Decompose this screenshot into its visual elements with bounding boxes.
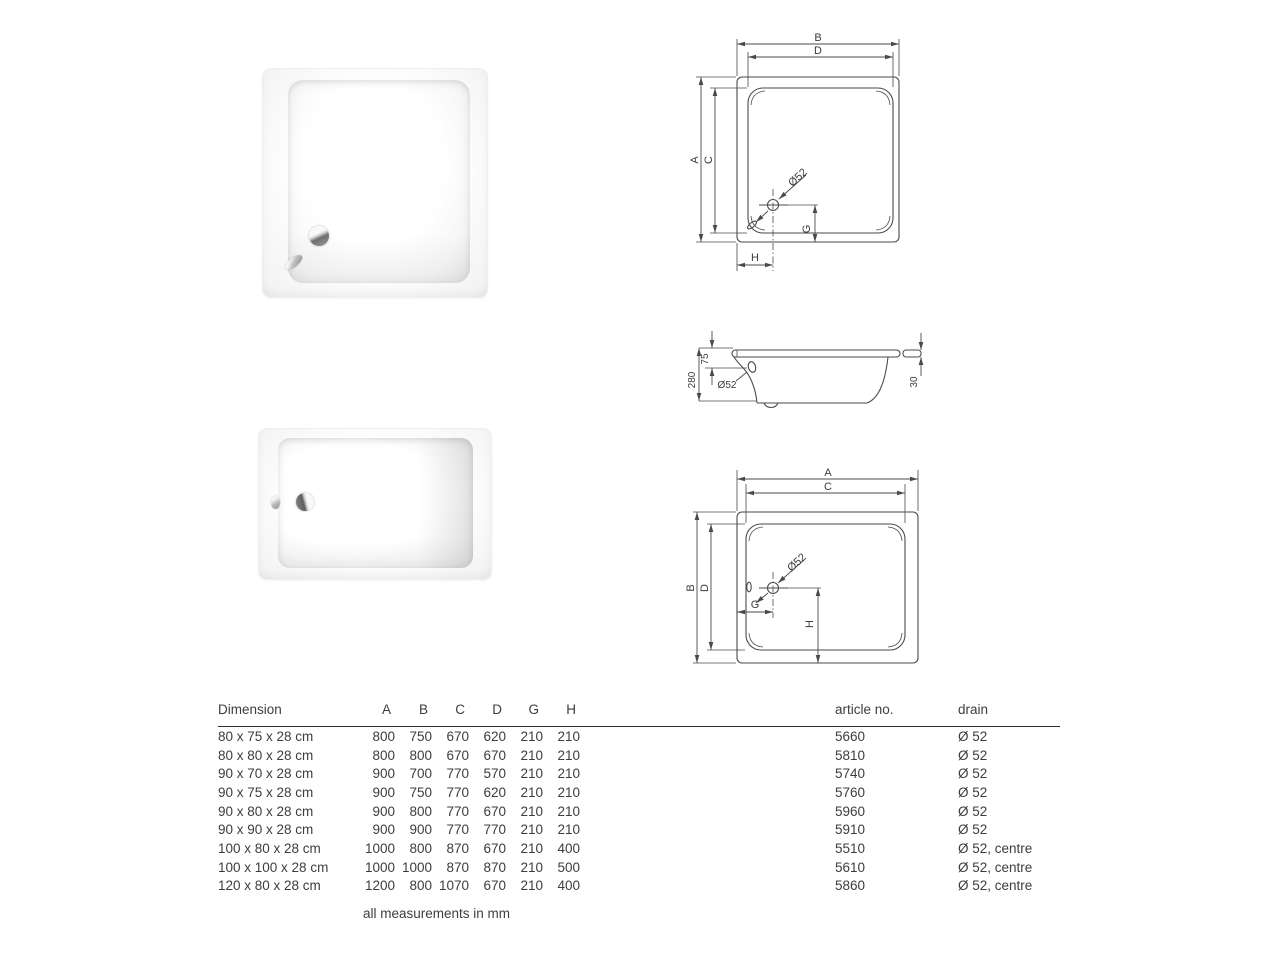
value-cell: 620 xyxy=(483,728,506,744)
value-cell: 800 xyxy=(372,747,395,763)
value-cell xyxy=(580,820,835,839)
value-cell: 570 xyxy=(483,766,506,782)
value-cell: 670 xyxy=(483,803,506,819)
rim-profile xyxy=(732,350,900,357)
dim-label-d: D xyxy=(699,584,711,592)
value-cell: 210 xyxy=(557,747,580,763)
dim-label-c: C xyxy=(703,156,715,164)
header-c: C xyxy=(432,702,469,727)
square-tray-basin xyxy=(288,80,470,283)
rect-tray-top-view-drawing xyxy=(684,452,946,684)
article-no-cell: 5610 xyxy=(835,859,866,875)
header-a: A xyxy=(358,702,395,727)
header-article-no: article no. xyxy=(835,702,958,727)
dimension-cell: 80 x 75 x 28 cm xyxy=(218,728,314,744)
article-no-cell: 5760 xyxy=(835,784,866,800)
article-no-cell: 5910 xyxy=(835,822,866,838)
value-cell: 210 xyxy=(520,878,543,894)
basin-corner-arcs xyxy=(749,527,902,647)
header-g: G xyxy=(506,702,543,727)
value-cell: 800 xyxy=(409,747,432,763)
article-no-cell: 5860 xyxy=(835,878,866,894)
drain-cell: Ø 52 xyxy=(958,803,988,819)
value-cell: 210 xyxy=(557,784,580,800)
header-dimension: Dimension xyxy=(218,702,358,727)
dim-label-c: C xyxy=(824,481,832,493)
value-cell: 210 xyxy=(557,766,580,782)
square-tray-drain xyxy=(309,226,329,246)
value-cell: 750 xyxy=(409,728,432,744)
article-no-cell: 5740 xyxy=(835,766,866,782)
rect-inner-basin-outline xyxy=(746,524,905,650)
value-cell: 670 xyxy=(483,878,506,894)
drain-cell: Ø 52, centre xyxy=(958,840,1033,856)
value-cell: 210 xyxy=(520,747,543,763)
basin-corner-arcs xyxy=(751,91,890,230)
table-row xyxy=(218,802,1060,821)
drain-diameter-label: Ø52 xyxy=(786,166,810,190)
dim-label-b: B xyxy=(685,584,697,592)
table-row xyxy=(218,764,1060,783)
square-tray-photo xyxy=(262,68,488,298)
right-wall-profile xyxy=(867,357,888,403)
value-cell: 210 xyxy=(520,822,543,838)
rect-tray-photo xyxy=(258,428,492,580)
table-header-row xyxy=(218,702,1060,727)
value-cell: 1000 xyxy=(364,859,395,875)
value-cell: 900 xyxy=(372,784,395,800)
dimension-cell: 90 x 70 x 28 cm xyxy=(218,766,314,782)
rect-outer-rim-outline xyxy=(737,512,918,663)
square-inner-basin-outline xyxy=(748,88,893,233)
value-cell: 1070 xyxy=(438,878,469,894)
value-cell: 870 xyxy=(446,859,469,875)
rect-tray-drain xyxy=(296,493,314,511)
value-cell: 670 xyxy=(446,728,469,744)
value-cell: 670 xyxy=(483,840,506,856)
square-tray-top-view-drawing xyxy=(688,28,940,280)
value-cell: 770 xyxy=(446,784,469,800)
value-cell: 500 xyxy=(557,859,580,875)
value-cell: 770 xyxy=(483,822,506,838)
value-cell: 400 xyxy=(557,840,580,856)
header-d: D xyxy=(469,702,506,727)
value-cell: 210 xyxy=(520,766,543,782)
drain-diameter-label: Ø52 xyxy=(785,551,809,575)
value-cell xyxy=(580,746,835,765)
dim-label-a: A xyxy=(689,156,701,164)
value-cell: 620 xyxy=(483,784,506,800)
table-body xyxy=(218,727,1060,896)
dim-label-h: H xyxy=(804,620,816,628)
article-no-cell: 5510 xyxy=(835,840,866,856)
value-cell xyxy=(580,783,835,802)
header-drain: drain xyxy=(958,702,1060,727)
article-no-cell: 5960 xyxy=(835,803,866,819)
value-cell: 750 xyxy=(409,784,432,800)
header-h: H xyxy=(543,702,580,727)
dimension-cell: 100 x 100 x 28 cm xyxy=(218,859,329,875)
rect-tray-overflow xyxy=(271,496,280,509)
drain-outlet-profile xyxy=(764,403,778,408)
value-cell: 900 xyxy=(372,803,395,819)
dim-label-75: 75 xyxy=(700,353,711,365)
drain-cell: Ø 52 xyxy=(958,822,988,838)
value-cell: 770 xyxy=(446,822,469,838)
dimension-cell: 120 x 80 x 28 cm xyxy=(218,878,321,894)
drain-cell: Ø 52 xyxy=(958,766,988,782)
drain-diameter-side-label: Ø52 xyxy=(717,380,737,391)
value-cell xyxy=(580,764,835,783)
drain-cell: Ø 52 xyxy=(958,747,988,763)
value-cell: 700 xyxy=(409,766,432,782)
dim-label-280: 280 xyxy=(687,371,698,389)
value-cell xyxy=(580,877,835,896)
dimension-cell: 90 x 90 x 28 cm xyxy=(218,822,314,838)
value-cell: 800 xyxy=(409,803,432,819)
table-row xyxy=(218,858,1060,877)
value-cell: 1200 xyxy=(364,878,395,894)
value-cell: 210 xyxy=(520,840,543,856)
drain-cell: Ø 52 xyxy=(958,728,988,744)
dimension-cell: 100 x 80 x 28 cm xyxy=(218,840,321,856)
drain-cell: Ø 52, centre xyxy=(958,878,1033,894)
value-cell: 670 xyxy=(483,747,506,763)
header-b: B xyxy=(395,702,432,727)
value-cell: 210 xyxy=(520,803,543,819)
value-cell: 800 xyxy=(372,728,395,744)
value-cell: 1000 xyxy=(401,859,432,875)
value-cell: 210 xyxy=(520,859,543,875)
article-no-cell: 5810 xyxy=(835,747,866,763)
table-row xyxy=(218,877,1060,896)
dim-label-30: 30 xyxy=(909,376,920,388)
drain-cell: Ø 52, centre xyxy=(958,859,1033,875)
value-cell xyxy=(580,727,835,746)
dimension-cell: 80 x 80 x 28 cm xyxy=(218,747,314,763)
drain-cell: Ø 52 xyxy=(958,784,988,800)
rim-far-edge-profile xyxy=(903,350,921,357)
measurements-footnote: all measurements in mm xyxy=(363,906,511,921)
value-cell: 400 xyxy=(557,878,580,894)
value-cell xyxy=(580,802,835,821)
table-row xyxy=(218,783,1060,802)
dim-label-g: G xyxy=(801,224,813,234)
dim-label-g: G xyxy=(750,599,760,611)
value-cell xyxy=(580,858,835,877)
value-cell: 210 xyxy=(557,803,580,819)
article-no-cell: 5660 xyxy=(835,728,866,744)
value-cell: 800 xyxy=(409,878,432,894)
value-cell: 900 xyxy=(372,766,395,782)
value-cell: 210 xyxy=(557,822,580,838)
dim-label-h: H xyxy=(751,252,759,264)
value-cell: 1000 xyxy=(364,840,395,856)
dimension-cell: 90 x 75 x 28 cm xyxy=(218,784,314,800)
value-cell: 210 xyxy=(520,728,543,744)
value-cell: 770 xyxy=(446,803,469,819)
value-cell: 210 xyxy=(520,784,543,800)
header-spacer xyxy=(580,702,835,727)
table-row xyxy=(218,839,1060,858)
table-row xyxy=(218,746,1060,765)
dim-label-d: D xyxy=(814,45,822,57)
value-cell: 870 xyxy=(483,859,506,875)
overflow-symbol xyxy=(747,582,751,592)
table-row xyxy=(218,727,1060,746)
value-cell xyxy=(580,839,835,858)
drain-side-symbol xyxy=(747,361,757,373)
value-cell: 770 xyxy=(446,766,469,782)
value-cell: 670 xyxy=(446,747,469,763)
value-cell: 900 xyxy=(409,822,432,838)
value-cell: 870 xyxy=(446,840,469,856)
dimension-cell: 90 x 80 x 28 cm xyxy=(218,803,314,819)
dim-label-a: A xyxy=(824,467,832,479)
value-cell: 800 xyxy=(409,840,432,856)
tray-side-view-drawing xyxy=(686,318,936,415)
dimensions-table xyxy=(218,702,1060,895)
value-cell: 900 xyxy=(372,822,395,838)
dim-label-b: B xyxy=(814,32,822,44)
value-cell: 210 xyxy=(557,728,580,744)
table-row xyxy=(218,820,1060,839)
